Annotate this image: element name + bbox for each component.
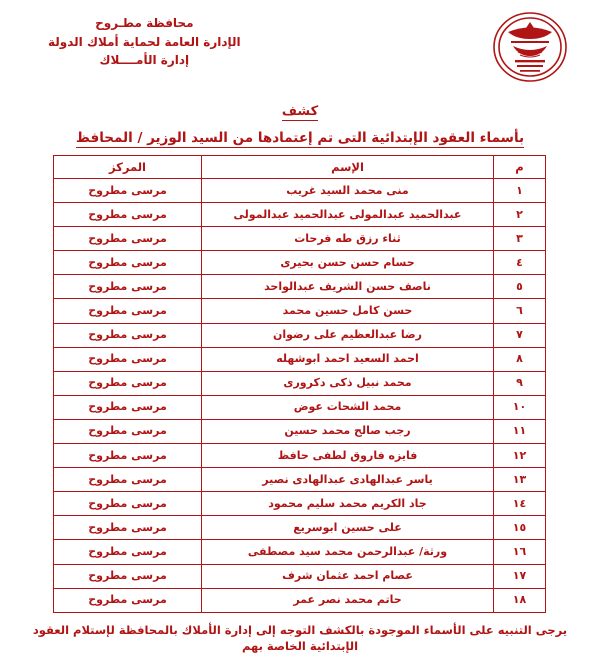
cell-name: احمد السعيد احمد ابوشهله bbox=[202, 347, 494, 371]
table-header-row bbox=[54, 156, 546, 179]
table-row bbox=[54, 419, 546, 443]
names-table-container bbox=[54, 155, 546, 613]
document-header bbox=[18, 8, 582, 94]
table-row bbox=[54, 588, 546, 612]
names-table bbox=[53, 155, 546, 613]
header-authority-block bbox=[18, 8, 241, 70]
republic-eagle-crest-icon bbox=[484, 8, 576, 86]
cell-number: ٣ bbox=[494, 227, 546, 251]
cell-number: ١٢ bbox=[494, 444, 546, 468]
cell-name: رجب صالح محمد حسين bbox=[202, 419, 494, 443]
cell-number: ١٠ bbox=[494, 395, 546, 419]
table-row bbox=[54, 468, 546, 492]
cell-number: ٤ bbox=[494, 251, 546, 275]
cell-name: حسن كامل حسين محمد bbox=[202, 299, 494, 323]
cell-center: مرسى مطروح bbox=[54, 540, 202, 564]
cell-number: ١٥ bbox=[494, 516, 546, 540]
cell-number: ١٨ bbox=[494, 588, 546, 612]
cell-name: رضا عبدالعظيم على رضوان bbox=[202, 323, 494, 347]
cell-center: مرسى مطروح bbox=[54, 275, 202, 299]
cell-center: مرسى مطروح bbox=[54, 371, 202, 395]
cell-center: مرسى مطروح bbox=[54, 395, 202, 419]
cell-center: مرسى مطروح bbox=[54, 179, 202, 203]
table-row bbox=[54, 371, 546, 395]
cell-number: ١١ bbox=[494, 419, 546, 443]
cell-name: محمد الشحات عوض bbox=[202, 395, 494, 419]
cell-number: ١٦ bbox=[494, 540, 546, 564]
page-subtitle-text: بأسماء العقود الإبتدائية التى تم إعتمادها من السيد الوزير / المحافظ bbox=[75, 130, 525, 146]
cell-center: مرسى مطروح bbox=[54, 347, 202, 371]
table-row bbox=[54, 492, 546, 516]
cell-center: مرسى مطروح bbox=[54, 419, 202, 443]
cell-name: على حسين ابوسريع bbox=[202, 516, 494, 540]
table-row bbox=[54, 251, 546, 275]
column-header-center: المركز bbox=[54, 156, 202, 179]
cell-number: ٩ bbox=[494, 371, 546, 395]
header-department-general: الإدارة العامة لحماية أملاك الدولة bbox=[48, 34, 241, 49]
cell-name: ثناء رزق طه فرحات bbox=[202, 227, 494, 251]
table-row bbox=[54, 179, 546, 203]
table-row bbox=[54, 395, 546, 419]
table-row bbox=[54, 203, 546, 227]
cell-center: مرسى مطروح bbox=[54, 251, 202, 275]
title-block bbox=[18, 100, 582, 146]
cell-center: مرسى مطروح bbox=[54, 492, 202, 516]
cell-name: محمد نبيل ذكى دكرورى bbox=[202, 371, 494, 395]
page-title: كشف bbox=[281, 104, 319, 119]
cell-center: مرسى مطروح bbox=[54, 468, 202, 492]
cell-name: ورثة/ عبدالرحمن محمد سيد مصطفى bbox=[202, 540, 494, 564]
cell-center: مرسى مطروح bbox=[54, 516, 202, 540]
cell-name: جاد الكريم محمد سليم محمود bbox=[202, 492, 494, 516]
table-row bbox=[54, 444, 546, 468]
header-governorate: محافظة مطـروح bbox=[95, 16, 194, 30]
cell-number: ٨ bbox=[494, 347, 546, 371]
cell-name: ياسر عبدالهادى عبدالهادى نصير bbox=[202, 468, 494, 492]
cell-number: ١٣ bbox=[494, 468, 546, 492]
cell-number: ١٤ bbox=[494, 492, 546, 516]
cell-center: مرسى مطروح bbox=[54, 323, 202, 347]
names-table-body bbox=[54, 179, 546, 613]
table-row bbox=[54, 323, 546, 347]
cell-center: مرسى مطروح bbox=[54, 444, 202, 468]
page-subtitle bbox=[18, 130, 582, 146]
cell-name: ناصف حسن الشريف عبدالواحد bbox=[202, 275, 494, 299]
cell-name: عصام احمد عثمان شرف bbox=[202, 564, 494, 588]
table-row bbox=[54, 299, 546, 323]
cell-number: ١٧ bbox=[494, 564, 546, 588]
table-row bbox=[54, 516, 546, 540]
header-department-properties: إدارة الأمــــلاك bbox=[99, 53, 190, 68]
cell-center: مرسى مطروح bbox=[54, 203, 202, 227]
cell-name: فايزه فاروق لطفى حافظ bbox=[202, 444, 494, 468]
cell-number: ٥ bbox=[494, 275, 546, 299]
column-header-name: الإسم bbox=[202, 156, 494, 179]
cell-name: عبدالحميد عبدالمولى عبدالحميد عبدالمولى bbox=[202, 203, 494, 227]
cell-name: حاتم محمد نصر عمر bbox=[202, 588, 494, 612]
cell-number: ١ bbox=[494, 179, 546, 203]
cell-center: مرسى مطروح bbox=[54, 564, 202, 588]
cell-name: حسام حسن حسن بحيرى bbox=[202, 251, 494, 275]
cell-center: مرسى مطروح bbox=[54, 227, 202, 251]
cell-name: منى محمد السيد غريب bbox=[202, 179, 494, 203]
table-row bbox=[54, 347, 546, 371]
cell-number: ٦ bbox=[494, 299, 546, 323]
table-row bbox=[54, 540, 546, 564]
cell-center: مرسى مطروح bbox=[54, 299, 202, 323]
table-row bbox=[54, 564, 546, 588]
cell-number: ٧ bbox=[494, 323, 546, 347]
cell-number: ٢ bbox=[494, 203, 546, 227]
column-header-number: م bbox=[494, 156, 546, 179]
table-row bbox=[54, 227, 546, 251]
table-row bbox=[54, 275, 546, 299]
footer-note: يرجى التنبيه على الأسماء الموجودة بالكشف التوجه إلى إدارة الأملاك بالمحافظة لإستلام العقود الإبتدائية الخاصة بهم bbox=[32, 622, 568, 653]
cell-center: مرسى مطروح bbox=[54, 588, 202, 612]
